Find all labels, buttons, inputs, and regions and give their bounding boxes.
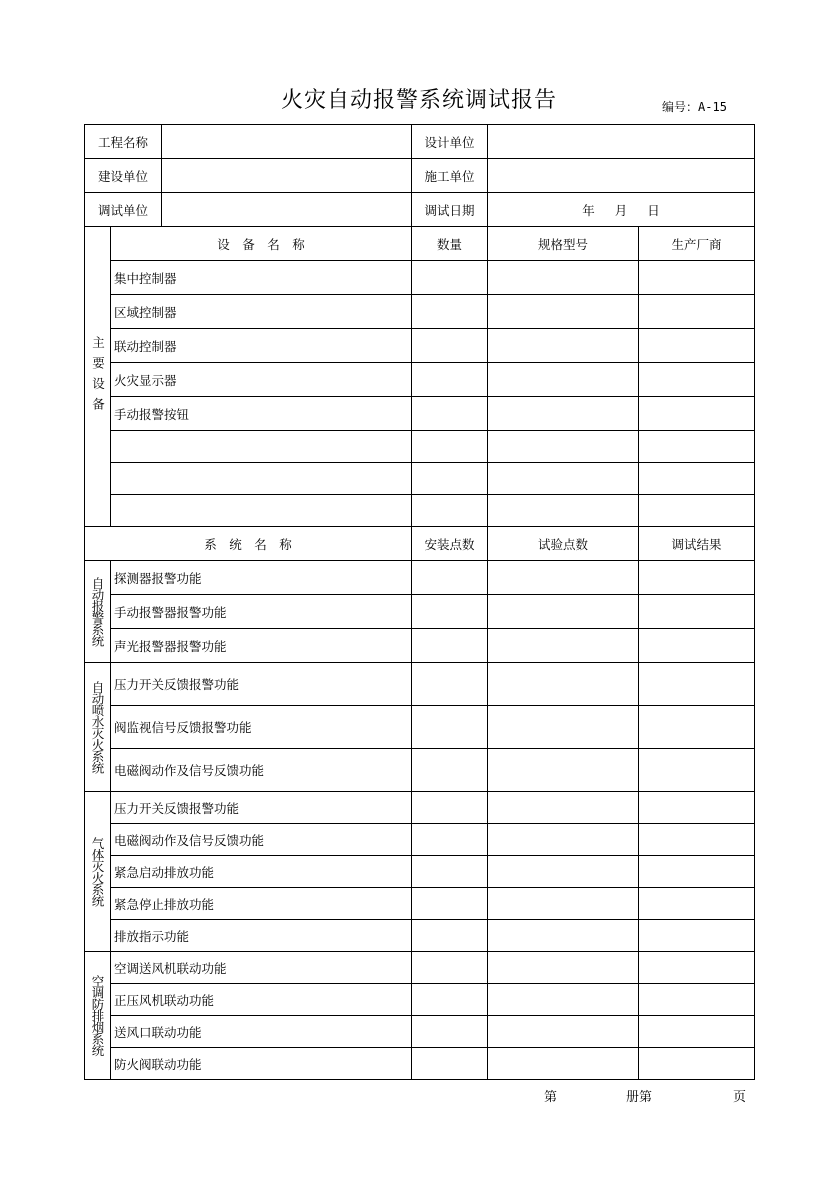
systems-col-name: 系 统 名 称	[85, 527, 412, 561]
equipment-header-row	[85, 227, 755, 261]
result-cell[interactable]	[639, 984, 755, 1016]
installed-points-cell[interactable]	[412, 984, 488, 1016]
system-row	[85, 595, 755, 629]
quantity-cell[interactable]	[412, 463, 488, 495]
equipment-row	[85, 295, 755, 329]
result-cell[interactable]	[639, 920, 755, 952]
system-function: 声光报警器报警功能	[111, 629, 412, 663]
system-row	[85, 629, 755, 663]
manufacturer-cell[interactable]	[639, 363, 755, 397]
document-number	[662, 98, 727, 115]
system-function: 空调送风机联动功能	[111, 952, 412, 984]
installed-points-cell[interactable]	[412, 1048, 488, 1080]
result-cell[interactable]	[639, 561, 755, 595]
equipment-name: 区域控制器	[111, 295, 412, 329]
system-group-label: 自动喷水灭火系统	[85, 663, 111, 792]
contractor-label: 施工单位	[412, 159, 488, 193]
design-unit-label: 设计单位	[412, 125, 488, 159]
result-cell[interactable]	[639, 595, 755, 629]
design-unit-field[interactable]	[488, 125, 755, 159]
tested-points-cell[interactable]	[488, 561, 639, 595]
tested-points-cell[interactable]	[488, 595, 639, 629]
quantity-cell[interactable]	[412, 261, 488, 295]
installed-points-cell[interactable]	[412, 561, 488, 595]
date-month: 月	[614, 202, 628, 218]
manufacturer-cell[interactable]	[639, 495, 755, 527]
tested-points-cell[interactable]	[488, 792, 639, 824]
result-cell[interactable]	[639, 824, 755, 856]
footer-volume-prefix: 第	[544, 1090, 558, 1105]
manufacturer-cell[interactable]	[639, 261, 755, 295]
system-function: 送风口联动功能	[111, 1016, 412, 1048]
equipment-name[interactable]	[111, 431, 412, 463]
system-function: 排放指示功能	[111, 920, 412, 952]
result-cell[interactable]	[639, 1048, 755, 1080]
system-row	[85, 792, 755, 824]
system-function: 电磁阀动作及信号反馈功能	[111, 749, 412, 792]
quantity-cell[interactable]	[412, 431, 488, 463]
quantity-cell[interactable]	[412, 397, 488, 431]
installed-points-cell[interactable]	[412, 792, 488, 824]
manufacturer-cell[interactable]	[639, 431, 755, 463]
footer-page-suffix: 页	[733, 1090, 747, 1105]
system-row	[85, 984, 755, 1016]
system-group-label: 空调防排烟系统	[85, 952, 111, 1080]
equipment-col-manufacturer: 生产厂商	[639, 227, 755, 261]
system-function: 压力开关反馈报警功能	[111, 663, 412, 706]
equipment-name: 火灾显示器	[111, 363, 412, 397]
system-group-label: 气体灭火系统	[85, 792, 111, 952]
model-cell[interactable]	[488, 329, 639, 363]
tested-points-cell[interactable]	[488, 663, 639, 706]
tested-points-cell[interactable]	[488, 824, 639, 856]
system-row	[85, 952, 755, 984]
tested-points-cell[interactable]	[488, 749, 639, 792]
tested-points-cell[interactable]	[488, 706, 639, 749]
manufacturer-cell[interactable]	[639, 397, 755, 431]
equipment-row	[85, 329, 755, 363]
manufacturer-cell[interactable]	[639, 463, 755, 495]
system-row	[85, 856, 755, 888]
document-number-label: 编号：	[662, 100, 699, 114]
installed-points-cell[interactable]	[412, 824, 488, 856]
equipment-row	[85, 463, 755, 495]
installed-points-cell[interactable]	[412, 749, 488, 792]
commissioning-date-label: 调试日期	[412, 193, 488, 227]
manufacturer-cell[interactable]	[639, 295, 755, 329]
installed-points-cell[interactable]	[412, 663, 488, 706]
system-row	[85, 824, 755, 856]
tested-points-cell[interactable]	[488, 629, 639, 663]
system-row	[85, 1048, 755, 1080]
header-row-project	[85, 125, 755, 159]
footer-volume-suffix: 册第	[626, 1090, 653, 1105]
quantity-cell[interactable]	[412, 329, 488, 363]
report-title: 火灾自动报警系统调试报告	[280, 88, 557, 113]
quantity-cell[interactable]	[412, 363, 488, 397]
system-row	[85, 888, 755, 920]
equipment-name: 集中控制器	[111, 261, 412, 295]
result-cell[interactable]	[639, 706, 755, 749]
tested-points-cell[interactable]	[488, 952, 639, 984]
result-cell[interactable]	[639, 952, 755, 984]
quantity-cell[interactable]	[412, 495, 488, 527]
system-function: 手动报警器报警功能	[111, 595, 412, 629]
system-row	[85, 561, 755, 595]
system-function: 紧急启动排放功能	[111, 856, 412, 888]
installed-points-cell[interactable]	[412, 952, 488, 984]
result-cell[interactable]	[639, 749, 755, 792]
date-year: 年	[582, 202, 595, 218]
system-row	[85, 749, 755, 792]
result-cell[interactable]	[639, 856, 755, 888]
system-function: 电磁阀动作及信号反馈功能	[111, 824, 412, 856]
system-function: 探测器报警功能	[111, 561, 412, 595]
header-row-client	[85, 159, 755, 193]
document-number-value: A-15	[698, 100, 727, 114]
model-cell[interactable]	[488, 397, 639, 431]
model-cell[interactable]	[488, 295, 639, 329]
model-cell[interactable]	[488, 431, 639, 463]
equipment-col-name: 设 备 名 称	[111, 227, 412, 261]
commissioning-unit-label: 调试单位	[85, 193, 162, 227]
system-row	[85, 1016, 755, 1048]
equipment-name: 联动控制器	[111, 329, 412, 363]
system-function: 正压风机联动功能	[111, 984, 412, 1016]
systems-col-result: 调试结果	[639, 527, 755, 561]
contractor-field[interactable]	[488, 159, 755, 193]
result-cell[interactable]	[639, 888, 755, 920]
installed-points-cell[interactable]	[412, 706, 488, 749]
manufacturer-cell[interactable]	[639, 329, 755, 363]
equipment-name[interactable]	[111, 463, 412, 495]
equipment-row	[85, 261, 755, 295]
result-cell[interactable]	[639, 663, 755, 706]
quantity-cell[interactable]	[412, 295, 488, 329]
installed-points-cell[interactable]	[412, 920, 488, 952]
installed-points-cell[interactable]	[412, 856, 488, 888]
systems-col-installed: 安装点数	[412, 527, 488, 561]
equipment-name[interactable]	[111, 495, 412, 527]
equipment-col-model: 规格型号	[488, 227, 639, 261]
systems-col-tested: 试验点数	[488, 527, 639, 561]
installed-points-cell[interactable]	[412, 1016, 488, 1048]
system-function: 阀监视信号反馈报警功能	[111, 706, 412, 749]
commissioning-unit-field[interactable]	[162, 193, 412, 227]
system-row	[85, 706, 755, 749]
equipment-row	[85, 495, 755, 527]
result-cell[interactable]	[639, 629, 755, 663]
tested-points-cell[interactable]	[488, 984, 639, 1016]
tested-points-cell[interactable]	[488, 888, 639, 920]
system-group-label: 自动报警系统	[85, 561, 111, 663]
installed-points-cell[interactable]	[412, 629, 488, 663]
systems-header-row	[85, 527, 755, 561]
equipment-name: 手动报警按钮	[111, 397, 412, 431]
equipment-row	[85, 397, 755, 431]
model-cell[interactable]	[488, 495, 639, 527]
model-cell[interactable]	[488, 463, 639, 495]
tested-points-cell[interactable]	[488, 856, 639, 888]
system-function: 防火阀联动功能	[111, 1048, 412, 1080]
system-function: 紧急停止排放功能	[111, 888, 412, 920]
tested-points-cell[interactable]	[488, 920, 639, 952]
model-cell[interactable]	[488, 261, 639, 295]
equipment-col-quantity: 数量	[412, 227, 488, 261]
result-cell[interactable]	[639, 1016, 755, 1048]
result-cell[interactable]	[639, 792, 755, 824]
tested-points-cell[interactable]	[488, 1048, 639, 1080]
construction-client-field[interactable]	[162, 159, 412, 193]
date-day: 日	[647, 202, 660, 218]
equipment-group-label: 主要设备	[85, 227, 111, 527]
commissioning-date-field[interactable]	[488, 193, 755, 227]
installed-points-cell[interactable]	[412, 888, 488, 920]
construction-client-label: 建设单位	[85, 159, 162, 193]
system-row	[85, 663, 755, 706]
report-table	[84, 124, 755, 1080]
system-function: 压力开关反馈报警功能	[111, 792, 412, 824]
equipment-row	[85, 431, 755, 463]
model-cell[interactable]	[488, 363, 639, 397]
system-row	[85, 920, 755, 952]
equipment-row	[85, 363, 755, 397]
project-name-label: 工程名称	[85, 125, 162, 159]
tested-points-cell[interactable]	[488, 1016, 639, 1048]
header-row-commissioning	[85, 193, 755, 227]
installed-points-cell[interactable]	[412, 595, 488, 629]
project-name-field[interactable]	[162, 125, 412, 159]
